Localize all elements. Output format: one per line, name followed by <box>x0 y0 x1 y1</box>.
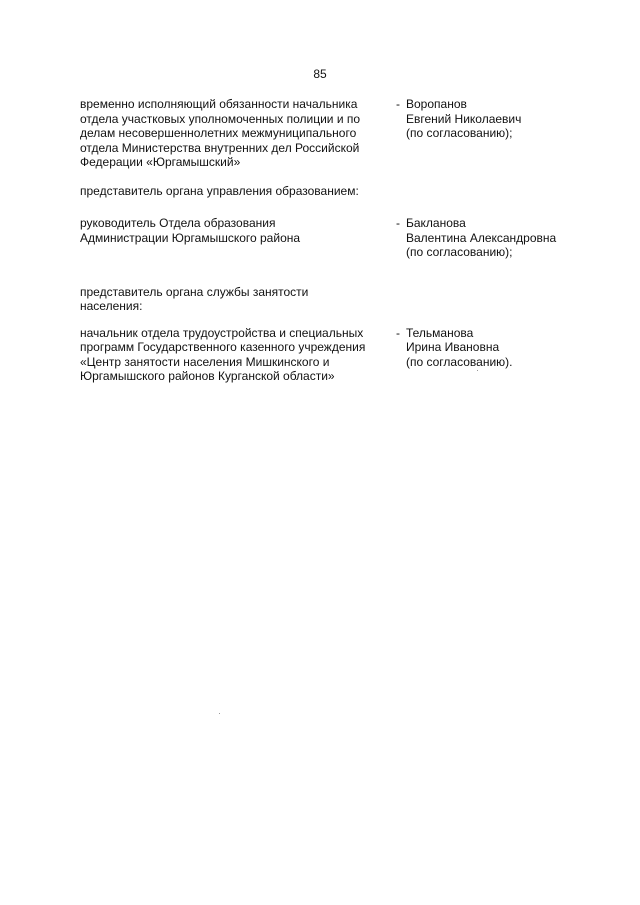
page-number: 85 <box>313 67 327 81</box>
member-person-block <box>396 326 512 370</box>
member-person-block <box>396 97 521 141</box>
member-entry <box>80 97 580 170</box>
member-entry <box>80 216 580 260</box>
member-name: Бакланова Валентина Александровна (по согласованию); <box>406 216 557 259</box>
dash-mark: - <box>396 216 400 230</box>
document-body <box>80 97 580 384</box>
section-heading: представитель органа управления образованием: <box>80 183 359 198</box>
dash-mark: - <box>396 97 400 111</box>
member-name: Воропанов Евгений Николаевич (по согласованию); <box>406 97 522 140</box>
scan-speck <box>477 370 478 371</box>
member-name: Тельманова Ирина Ивановна (по согласованию). <box>406 325 513 369</box>
member-position: руководитель Отдела образования Администрации Юргамышского района <box>80 216 301 245</box>
scan-speck <box>219 713 220 714</box>
member-position: временно исполняющий обязанности начальника отдела участковых уполномоченных полиции и по делам несовершеннолетних межмуниципального отдела Министерства внутренних дел Российской Федерации «Юргамышский» <box>80 97 361 169</box>
member-entry <box>80 326 580 384</box>
dash-mark: - <box>396 325 400 340</box>
section-heading: представитель органа службы занятости населения: <box>80 284 309 313</box>
member-person-block <box>396 216 556 260</box>
member-position: начальник отдела трудоустройства и специальных программ Государственного казенного учреждения «Центр занятости населения Мишкинского и Юргамышского районов Курганской области» <box>80 325 366 383</box>
